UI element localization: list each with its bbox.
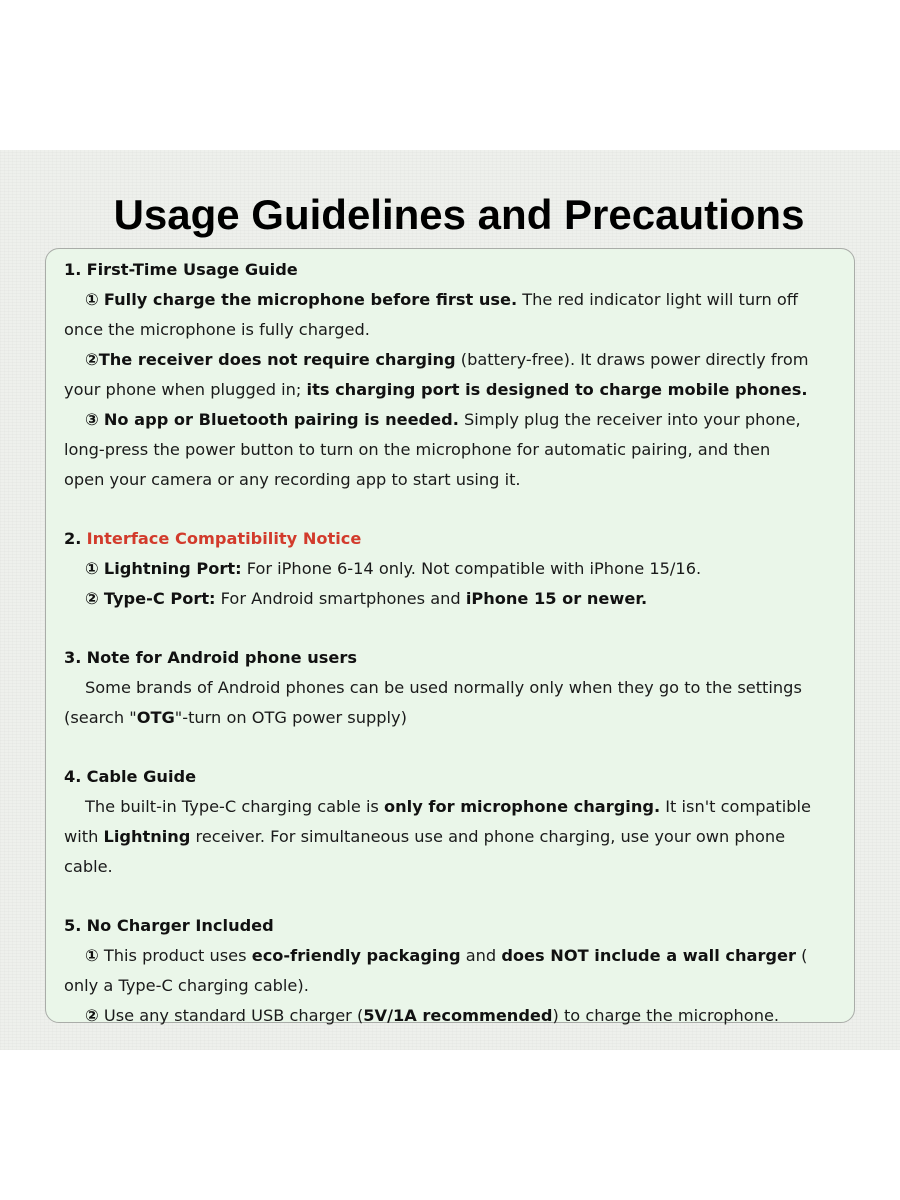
section-5-item-1-cont: only a Type-C charging cable). <box>64 976 309 995</box>
section-2-item-2: ② Type-C Port: For Android smartphones and iPhone 15 or newer. <box>85 589 648 608</box>
circled-two-marker: ② <box>85 1006 99 1025</box>
section-1-item-3-cont: long-press the power button to turn on the microphone for automatic pairing, and then <box>64 440 771 459</box>
circled-three-marker: ③ <box>85 410 99 429</box>
section-3-line-1: Some brands of Android phones can be used normally only when they go to the settings <box>85 678 802 697</box>
section-5-heading: 5. No Charger Included <box>64 916 274 935</box>
section-1-item-3: ③ No app or Bluetooth pairing is needed. Simply plug the receiver into your phone, <box>85 410 801 429</box>
section-3-heading: 3. Note for Android phone users <box>64 648 358 667</box>
section-1-heading: 1. First-Time Usage Guide <box>64 260 298 279</box>
section-gap <box>64 733 844 762</box>
circled-one-marker: ① <box>85 559 99 578</box>
circled-one-marker: ① <box>85 946 99 965</box>
section-1-item-1-cont: once the microphone is fully charged. <box>64 320 370 339</box>
section-4-line-3: cable. <box>64 857 113 876</box>
section-1-item-1: ① Fully charge the microphone before first use. The red indicator light will turn off <box>85 290 798 309</box>
section-gap <box>64 495 844 524</box>
guidelines-content <box>64 255 844 1031</box>
section-3-line-2: (search "OTG"-turn on OTG power supply) <box>64 708 407 727</box>
section-1-item-3-cont2: open your camera or any recording app to start using it. <box>64 470 521 489</box>
circled-two-marker: ② <box>85 589 99 608</box>
section-5-item-1: ① This product uses eco-friendly packaging and does NOT include a wall charger ( <box>85 946 808 965</box>
section-5-item-2: ② Use any standard USB charger (5V/1A recommended) to charge the microphone. <box>85 1006 780 1025</box>
section-gap <box>64 882 844 911</box>
section-gap <box>64 614 844 643</box>
circled-two-marker: ② <box>85 350 99 369</box>
page-title: Usage Guidelines and Precautions <box>113 191 805 238</box>
section-4-line-2: with Lightning receiver. For simultaneous use and phone charging, use your own phone <box>64 827 786 846</box>
section-1-item-2-cont: your phone when plugged in; its charging port is designed to charge mobile phones. <box>64 380 808 399</box>
section-2-heading: 2. Interface Compatibility Notice <box>64 529 362 548</box>
circled-one-marker: ① <box>85 290 99 309</box>
section-1-item-2: ②The receiver does not require charging (battery-free). It draws power directly from <box>85 350 809 369</box>
section-4-heading: 4. Cable Guide <box>64 767 197 786</box>
section-4-line-1: The built-in Type-C charging cable is only for microphone charging. It isn't compatible <box>85 797 811 816</box>
section-2-item-1: ① Lightning Port: For iPhone 6-14 only. Not compatible with iPhone 15/16. <box>85 559 702 578</box>
